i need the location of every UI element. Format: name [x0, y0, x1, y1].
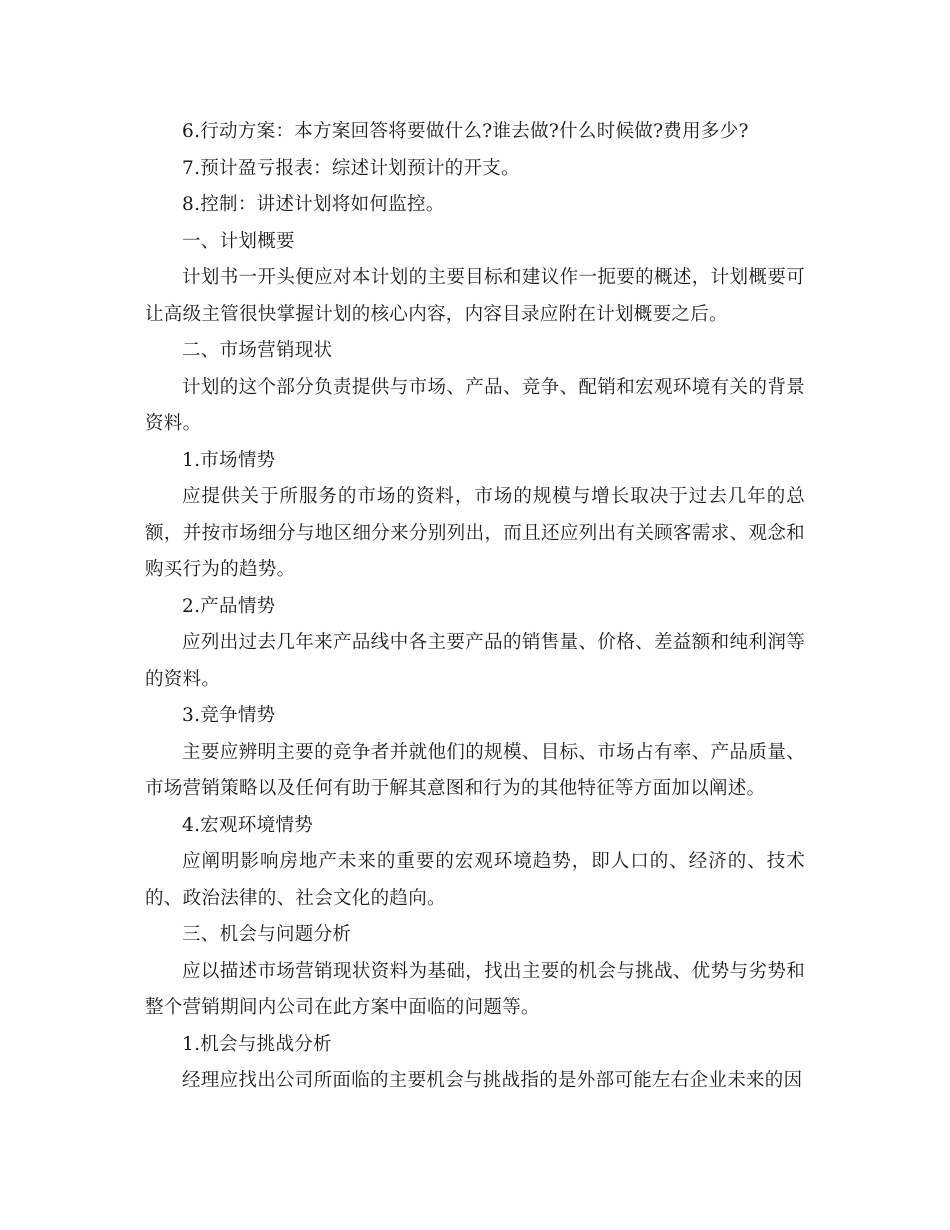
paragraph-opportunity-challenge: 经理应找出公司所面临的主要机会与挑战指的是外部可能左右企业未来的因: [182, 1070, 803, 1091]
heading-product-situation: 2.产品情势: [182, 595, 276, 617]
paragraph-competition-situation: 主要应辨明主要的竞争者并就他们的规模、目标、市场占有率、产品质量、市场营销策略以及任何有助于解其意图和行为的其他特征等方面加以阐述。: [145, 741, 805, 799]
paragraph-action-plan: 6.行动方案：本方案回答将要做什么?谁去做?什么时候做?费用多少?: [182, 121, 749, 142]
paragraph-marketing-status: 计划的这个部分负责提供与市场、产品、竞争、配销和宏观环境有关的背景资料。: [145, 376, 805, 434]
paragraph-product-situation: 应列出过去几年来产品线中各主要产品的销售量、价格、差益额和纯利润等的资料。: [145, 632, 805, 690]
paragraph-profit-loss: 7.预计盈亏报表：综述计划预计的开支。: [182, 157, 520, 179]
heading-market-situation: 1.市场情势: [182, 449, 276, 471]
heading-opportunity-challenge: 1.机会与挑战分析: [182, 1033, 332, 1055]
paragraph-plan-summary: 计划书一开头便应对本计划的主要目标和建议作一扼要的概述，计划概要可让高级主管很快掌握计划的核心内容，内容目录应附在计划概要之后。: [145, 267, 805, 325]
document-body: [145, 114, 805, 1100]
paragraph-macro-environment: 应阐明影响房地产未来的重要的宏观环境趋势，即人口的、经济的、技术的、政治法律的、社会文化的趋向。: [145, 851, 805, 909]
paragraph-control: 8.控制：讲述计划将如何监控。: [182, 194, 445, 215]
heading-macro-environment: 4.宏观环境情势: [182, 814, 314, 836]
heading-competition-situation: 3.竞争情势: [182, 705, 276, 726]
heading-marketing-status: 二、市场营销现状: [182, 340, 333, 361]
heading-opportunity-analysis: 三、机会与问题分析: [182, 924, 352, 945]
heading-plan-summary: 一、计划概要: [182, 230, 295, 252]
paragraph-opportunity-analysis: 应以描述市场营销现状资料为基础，找出主要的机会与挑战、优势与劣势和整个营销期间内公司在此方案中面临的问题等。: [145, 960, 805, 1018]
paragraph-market-situation: 应提供关于所服务的市场的资料，市场的规模与增长取决于过去几年的总额，并按市场细分与地区细分来分别列出，而且还应列出有关顾客需求、观念和购买行为的趋势。: [145, 486, 805, 580]
